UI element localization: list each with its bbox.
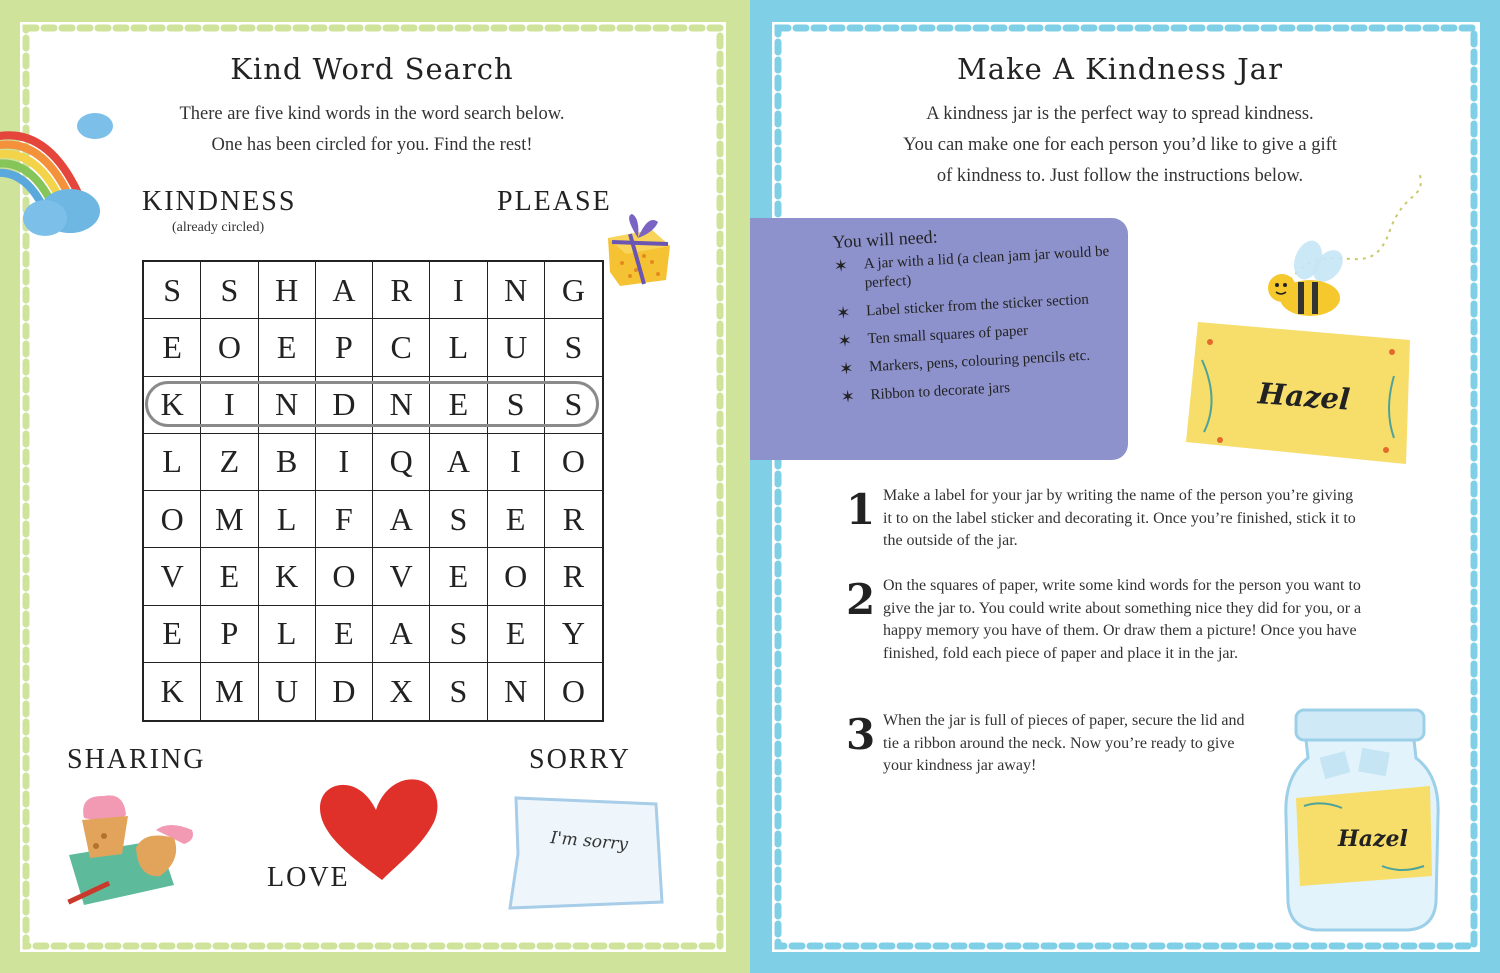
grid-cell: I [316,434,373,491]
grid-cell: L [259,606,316,663]
sorry-note-text: I'm sorry [549,828,629,855]
need-item-text: A jar with a lid (a clean jam jar would be perfect) [863,243,1110,292]
grid-cell: D [316,377,373,434]
intro-line: You can make one for each person you’d like to give a gift [903,135,1337,155]
word-please: PLEASE [497,186,612,217]
sorry-note-icon [504,794,666,912]
grid-cell: K [144,377,201,434]
intro-line: One has been circled for you. Find the rest! [211,135,533,155]
star-icon: ✶ [837,331,853,351]
rainbow-icon [0,98,120,243]
grid-cell: S [545,377,602,434]
grid-cell: P [316,319,373,376]
grid-cell: N [259,377,316,434]
grid-cell: H [259,262,316,319]
kindness-circle [145,381,599,427]
grid-cell: E [488,491,545,548]
need-item [837,317,1128,351]
grid-cell: K [259,548,316,605]
grid-cell: S [144,262,201,319]
grid-cell: Y [545,606,602,663]
grid-cell: R [545,548,602,605]
jar-label-text: Hazel [1338,826,1408,852]
grid-cell: G [545,262,602,319]
grid-cell: E [144,319,201,376]
grid-cell: S [545,319,602,376]
bee-label-illustration [1180,170,1430,470]
grid-cell: N [488,663,545,720]
word-kindness: KINDNESS [142,186,297,217]
step-number: 3 [846,710,876,759]
grid-cell: A [316,262,373,319]
grid-cell: S [201,262,258,319]
grid-cell: E [430,377,487,434]
word-search-grid [142,260,604,722]
need-item-text: Markers, pens, colouring pencils etc. [868,347,1091,376]
intro-line: A kindness jar is the perfect way to spread kindness. [926,104,1314,124]
grid-cell: E [316,606,373,663]
grid-cell: Z [201,434,258,491]
grid-cell: A [373,491,430,548]
grid-cell: U [259,663,316,720]
step-text: Make a label for your jar by writing the name of the person you’re giving it to on the label sticker and decorating it. Once you’re finished, stick it to the outside of the jar. [883,487,1356,550]
grid-cell: E [144,606,201,663]
need-item [836,289,1127,323]
star-icon: ✶ [835,303,851,323]
grid-cell: O [316,548,373,605]
grid-cell: R [373,262,430,319]
grid-cell: S [430,606,487,663]
jar-name-label: Hazel [1256,376,1352,417]
grid-cell: K [144,663,201,720]
kindness-jar-icon [1282,706,1444,936]
grid-cell: A [430,434,487,491]
need-item-text: Ten small squares of paper [867,322,1029,348]
grid-cell: R [545,491,602,548]
grid-cell: N [488,262,545,319]
grid-cell: M [201,491,258,548]
grid-cell: O [545,434,602,491]
grid-cell: L [430,319,487,376]
grid-cell: I [430,262,487,319]
grid-cell: M [201,663,258,720]
grid-cell: P [201,606,258,663]
step-number: 2 [846,575,876,624]
grid-cell: Q [373,434,430,491]
grid-cell: E [488,606,545,663]
grid-cell: V [373,548,430,605]
star-icon: ✶ [840,387,856,407]
grid-cell: S [488,377,545,434]
grid-cell: O [201,319,258,376]
grid-cell: L [144,434,201,491]
grid-cell: S [430,663,487,720]
grid-cell: O [144,491,201,548]
word-love: LOVE [267,862,350,893]
star-icon: ✶ [833,256,849,276]
need-item-text: Ribbon to decorate jars [870,379,1011,404]
step-number: 1 [846,485,876,534]
word-kindness-note: (already circled) [172,220,265,235]
grid-cell: E [201,548,258,605]
grid-cell: C [373,319,430,376]
word-sorry: SORRY [529,744,631,775]
you-will-need-title: You will need: [832,226,939,252]
you-will-need-list [832,217,1131,416]
grid-cell: N [373,377,430,434]
page-title: Kind Word Search [230,52,514,86]
grid-cell: A [373,606,430,663]
grid-cell: I [201,377,258,434]
grid-cell: U [488,319,545,376]
page-title: Make A Kindness Jar [957,52,1283,86]
grid-cell: E [430,548,487,605]
grid-cell: O [488,548,545,605]
star-icon: ✶ [838,359,854,379]
intro-line: There are five kind words in the word search below. [179,104,565,124]
word-sharing: SHARING [67,744,206,775]
step-text: On the squares of paper, write some kind words for the person you want to give the jar to. You could write about something nice they did for you, or a happy memory you have of them. Or draw them a picture! Once you have finished, fold each piece of paper and place it in the jar. [883,577,1362,663]
grid-cell: D [316,663,373,720]
intro-line: of kindness to. Just follow the instructions below. [936,166,1304,186]
grid-cell: X [373,663,430,720]
need-item-text: Label sticker from the sticker section [865,291,1090,320]
grid-cell: O [561,672,585,709]
intro-text [122,99,622,161]
need-item [839,345,1130,379]
grid-cell: I [488,434,545,491]
grid-cell: F [316,491,373,548]
gift-icon [604,208,676,288]
grid-cell: E [259,319,316,376]
grid-cell: B [259,434,316,491]
grid-cell: L [259,491,316,548]
grid-cell: S [430,491,487,548]
heart-icon [316,776,442,886]
need-item [840,373,1131,407]
cupcakes-icon [64,790,204,915]
grid-cell: V [144,548,201,605]
step-text: When the jar is full of pieces of paper, secure the lid and tie a ribbon around the neck. Now you’re ready to give your kindness jar away! [883,712,1245,775]
